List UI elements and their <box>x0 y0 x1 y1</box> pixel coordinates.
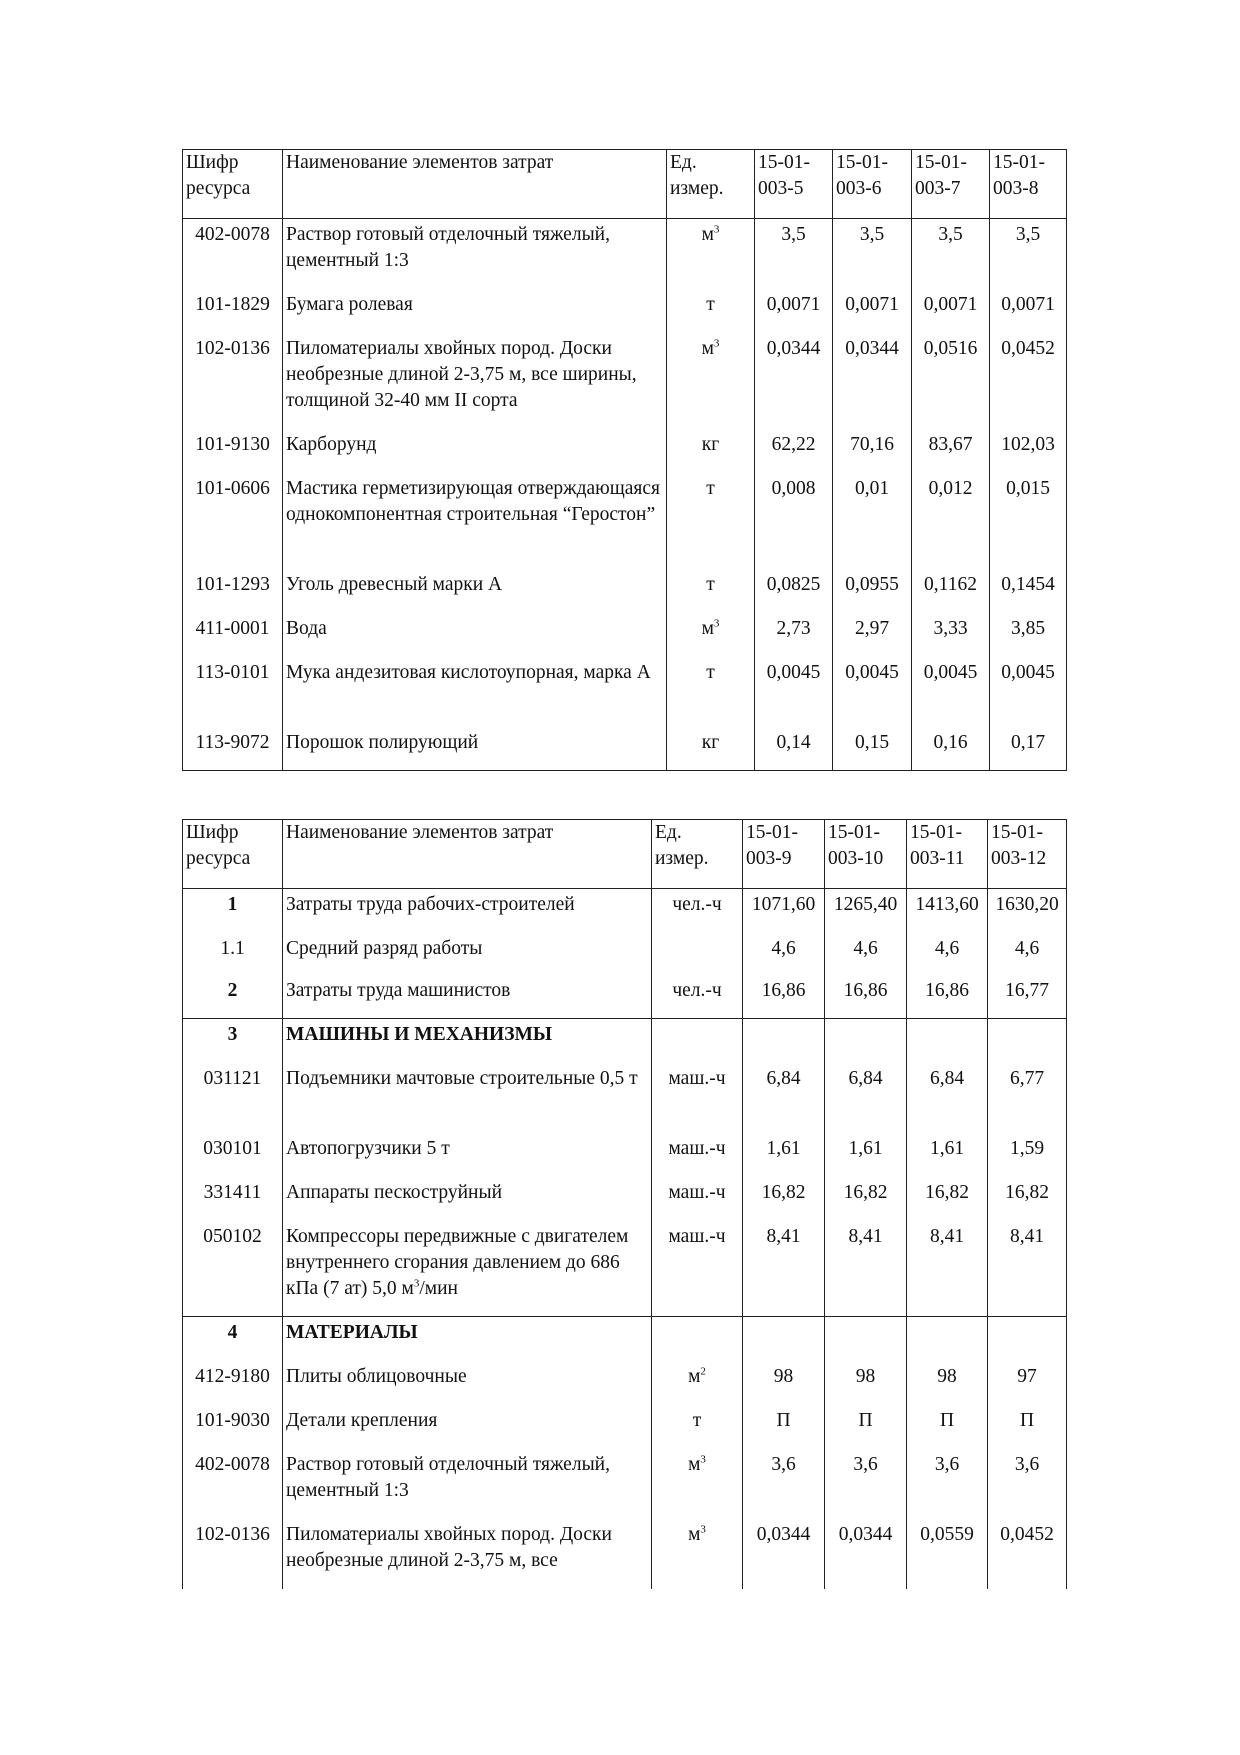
row-value: 6,84 <box>907 1063 988 1133</box>
row-value <box>907 1317 988 1361</box>
row-value: 0,1162 <box>912 569 990 613</box>
row-code: 402-0078 <box>183 1449 283 1519</box>
header-col-1: 15-01-003-9 <box>743 820 825 889</box>
section-title: МАТЕРИАЛЫ <box>283 1317 652 1361</box>
table-row <box>183 1063 1067 1133</box>
header-name: Наименование элементов затрат <box>283 150 667 219</box>
header-col-3: 15-01-003-7 <box>912 150 990 219</box>
header-col-4: 15-01-003-8 <box>990 150 1067 219</box>
row-value: 1413,60 <box>907 889 988 933</box>
row-value: 4,6 <box>825 933 907 975</box>
row-value: 1265,40 <box>825 889 907 933</box>
row-value <box>743 1019 825 1063</box>
header-name: Наименование элементов затрат <box>283 820 652 889</box>
row-name: Порошок полирующий <box>283 727 667 771</box>
row-value: 16,82 <box>907 1177 988 1221</box>
row-name: Раствор готовый отделочный тяжелый, цементный 1:3 <box>283 1449 652 1519</box>
row-code: 101-0606 <box>183 473 283 569</box>
row-value: 0,1454 <box>990 569 1067 613</box>
row-value: 3,6 <box>988 1449 1067 1519</box>
row-code: 411-0001 <box>183 613 283 657</box>
row-value: П <box>743 1405 825 1449</box>
row-code: 031121 <box>183 1063 283 1133</box>
row-code: 030101 <box>183 1133 283 1177</box>
row-value: 98 <box>743 1361 825 1405</box>
table-row <box>183 1221 1067 1317</box>
table-row <box>183 473 1067 569</box>
row-value: 0,0071 <box>912 289 990 333</box>
row-value <box>988 1019 1067 1063</box>
row-name: Подъемники мачтовые строительные 0,5 т <box>283 1063 652 1133</box>
row-unit: т <box>667 289 755 333</box>
row-unit <box>652 1317 743 1361</box>
row-unit: $м^3$ <box>667 333 755 429</box>
row-code: 102-0136 <box>183 333 283 429</box>
row-value: П <box>907 1405 988 1449</box>
row-value: 16,82 <box>988 1177 1067 1221</box>
row-value: 4,6 <box>988 933 1067 975</box>
row-value: 3,33 <box>912 613 990 657</box>
row-code: 2 <box>183 975 283 1019</box>
row-value: 16,86 <box>907 975 988 1019</box>
table-row <box>183 569 1067 613</box>
row-value: 1,59 <box>988 1133 1067 1177</box>
row-value: 3,6 <box>907 1449 988 1519</box>
row-value: 0,0045 <box>833 657 912 727</box>
table-row <box>183 219 1067 289</box>
row-name: Уголь древесный марки А <box>283 569 667 613</box>
row-unit: $м^3$ <box>652 1519 743 1589</box>
row-unit: т <box>667 569 755 613</box>
section-code: 4 <box>183 1317 283 1361</box>
row-value: 0,0045 <box>990 657 1067 727</box>
row-name: Автопогрузчики 5 т <box>283 1133 652 1177</box>
row-code: 050102 <box>183 1221 283 1317</box>
row-unit <box>652 933 743 975</box>
row-unit: маш.-ч <box>652 1177 743 1221</box>
row-value: 0,0825 <box>755 569 833 613</box>
table-row <box>183 1361 1067 1405</box>
row-value: 83,67 <box>912 429 990 473</box>
row-code: 1 <box>183 889 283 933</box>
row-value: 0,0045 <box>912 657 990 727</box>
row-value: 0,0559 <box>907 1519 988 1589</box>
row-value: 0,0516 <box>912 333 990 429</box>
row-unit: $м^2$ <box>652 1361 743 1405</box>
row-value: 98 <box>907 1361 988 1405</box>
row-name: Раствор готовый отделочный тяжелый, цементный 1:3 <box>283 219 667 289</box>
row-unit: маш.-ч <box>652 1063 743 1133</box>
row-unit: маш.-ч <box>652 1221 743 1317</box>
row-value: 4,6 <box>907 933 988 975</box>
row-value <box>825 1019 907 1063</box>
row-value: 70,16 <box>833 429 912 473</box>
row-code: 1.1 <box>183 933 283 975</box>
row-name: Бумага ролевая <box>283 289 667 333</box>
table-row <box>183 727 1067 771</box>
row-value: 0,015 <box>990 473 1067 569</box>
row-value: 0,008 <box>755 473 833 569</box>
table-row <box>183 429 1067 473</box>
row-value: 1,61 <box>825 1133 907 1177</box>
row-value: 16,82 <box>825 1177 907 1221</box>
row-value: 97 <box>988 1361 1067 1405</box>
row-value: 3,6 <box>825 1449 907 1519</box>
row-value: 3,5 <box>912 219 990 289</box>
row-code: 101-1293 <box>183 569 283 613</box>
header-col-3: 15-01-003-11 <box>907 820 988 889</box>
section-title: МАШИНЫ И МЕХАНИЗМЫ <box>283 1019 652 1063</box>
row-value: 0,17 <box>990 727 1067 771</box>
row-name: Вода <box>283 613 667 657</box>
row-value: 0,14 <box>755 727 833 771</box>
row-value: 8,41 <box>825 1221 907 1317</box>
row-code: 101-9030 <box>183 1405 283 1449</box>
row-value: 0,01 <box>833 473 912 569</box>
row-value: 3,5 <box>833 219 912 289</box>
table-row <box>183 289 1067 333</box>
row-value: 0,0071 <box>755 289 833 333</box>
row-unit: $м^3$ <box>667 219 755 289</box>
row-value: 3,5 <box>755 219 833 289</box>
table-row <box>183 975 1067 1019</box>
row-name: Детали крепления <box>283 1405 652 1449</box>
table-row <box>183 1449 1067 1519</box>
row-value: 6,77 <box>988 1063 1067 1133</box>
row-value: 16,86 <box>743 975 825 1019</box>
header-col-2: 15-01-003-10 <box>825 820 907 889</box>
row-name: Компрессоры передвижные с двигателем внутреннего сгорания давлением до 686 кПа (7 ат) 5,0 $м^3$/мин <box>283 1221 652 1317</box>
row-unit: маш.-ч <box>652 1133 743 1177</box>
row-value: 16,77 <box>988 975 1067 1019</box>
row-value: 62,22 <box>755 429 833 473</box>
row-value: 4,6 <box>743 933 825 975</box>
row-unit: чел.-ч <box>652 889 743 933</box>
row-code: 412-9180 <box>183 1361 283 1405</box>
row-code: 101-1829 <box>183 289 283 333</box>
row-value: 0,0344 <box>833 333 912 429</box>
row-value: 0,16 <box>912 727 990 771</box>
row-name: Средний разряд работы <box>283 933 652 975</box>
resource-table-1 <box>182 149 1067 771</box>
row-name: Пиломатериалы хвойных пород. Доски необрезные длиной 2-3,75 м, все ширины, толщиной 32-40 мм II сорта <box>283 333 667 429</box>
row-code: 102-0136 <box>183 1519 283 1589</box>
table-header-row <box>183 150 1067 219</box>
row-name: Затраты труда рабочих-строителей <box>283 889 652 933</box>
row-value: 3,85 <box>990 613 1067 657</box>
header-col-2: 15-01-003-6 <box>833 150 912 219</box>
row-value: 2,97 <box>833 613 912 657</box>
table-row <box>183 657 1067 727</box>
row-name: Мука андезитовая кислотоупорная, марка А <box>283 657 667 727</box>
row-value: П <box>825 1405 907 1449</box>
row-value: 16,82 <box>743 1177 825 1221</box>
row-value: 1630,20 <box>988 889 1067 933</box>
row-unit: кг <box>667 727 755 771</box>
row-value: 0,0071 <box>833 289 912 333</box>
row-name: Мастика герметизирующая отверждающаяся однокомпонентная строительная “Героcтон” <box>283 473 667 569</box>
row-code: 101-9130 <box>183 429 283 473</box>
row-value: 0,0344 <box>743 1519 825 1589</box>
header-unit: Ед. измер. <box>652 820 743 889</box>
row-name: Пиломатериалы хвойных пород. Доски необрезные длиной 2-3,75 м, все <box>283 1519 652 1589</box>
row-value: 0,0452 <box>988 1519 1067 1589</box>
row-name: Карборунд <box>283 429 667 473</box>
row-unit: кг <box>667 429 755 473</box>
header-col-4: 15-01-003-12 <box>988 820 1067 889</box>
table-header-row <box>183 820 1067 889</box>
row-code: 402-0078 <box>183 219 283 289</box>
row-value: 1,61 <box>743 1133 825 1177</box>
header-unit: Ед. измер. <box>667 150 755 219</box>
row-name: Аппараты пескоструйный <box>283 1177 652 1221</box>
row-value: 0,0344 <box>825 1519 907 1589</box>
table-row <box>183 1405 1067 1449</box>
row-value <box>907 1019 988 1063</box>
row-value: 0,0045 <box>755 657 833 727</box>
row-unit: чел.-ч <box>652 975 743 1019</box>
section-row <box>183 1019 1067 1063</box>
row-value: 3,5 <box>990 219 1067 289</box>
row-value: 1071,60 <box>743 889 825 933</box>
row-value: 1,61 <box>907 1133 988 1177</box>
row-value: 0,0955 <box>833 569 912 613</box>
row-value: 16,86 <box>825 975 907 1019</box>
header-code: Шифр ресурса <box>183 820 283 889</box>
row-name: Затраты труда машинистов <box>283 975 652 1019</box>
section-code: 3 <box>183 1019 283 1063</box>
row-unit: т <box>652 1405 743 1449</box>
row-value <box>825 1317 907 1361</box>
row-code: 113-0101 <box>183 657 283 727</box>
row-value <box>743 1317 825 1361</box>
row-unit: т <box>667 657 755 727</box>
resource-table-2 <box>182 819 1067 1589</box>
table-row <box>183 933 1067 975</box>
row-value: 0,15 <box>833 727 912 771</box>
table-row <box>183 889 1067 933</box>
row-value: 0,0452 <box>990 333 1067 429</box>
table-row <box>183 613 1067 657</box>
header-code: Шифр ресурса <box>183 150 283 219</box>
row-code: 331411 <box>183 1177 283 1221</box>
table-row <box>183 1519 1067 1589</box>
row-code: 113-9072 <box>183 727 283 771</box>
row-value <box>988 1317 1067 1361</box>
row-value: 6,84 <box>743 1063 825 1133</box>
row-value: 8,41 <box>907 1221 988 1317</box>
row-value: 0,0344 <box>755 333 833 429</box>
row-value: 98 <box>825 1361 907 1405</box>
row-name: Плиты облицовочные <box>283 1361 652 1405</box>
row-value: П <box>988 1405 1067 1449</box>
row-unit: $м^3$ <box>652 1449 743 1519</box>
table-row <box>183 333 1067 429</box>
row-value: 3,6 <box>743 1449 825 1519</box>
row-value: 2,73 <box>755 613 833 657</box>
row-unit <box>652 1019 743 1063</box>
table-row <box>183 1177 1067 1221</box>
section-row <box>183 1317 1067 1361</box>
row-value: 8,41 <box>988 1221 1067 1317</box>
row-unit: т <box>667 473 755 569</box>
row-value: 0,012 <box>912 473 990 569</box>
row-value: 0,0071 <box>990 289 1067 333</box>
row-unit: $м^3$ <box>667 613 755 657</box>
row-value: 6,84 <box>825 1063 907 1133</box>
table-row <box>183 1133 1067 1177</box>
row-value: 102,03 <box>990 429 1067 473</box>
header-col-1: 15-01-003-5 <box>755 150 833 219</box>
row-value: 8,41 <box>743 1221 825 1317</box>
